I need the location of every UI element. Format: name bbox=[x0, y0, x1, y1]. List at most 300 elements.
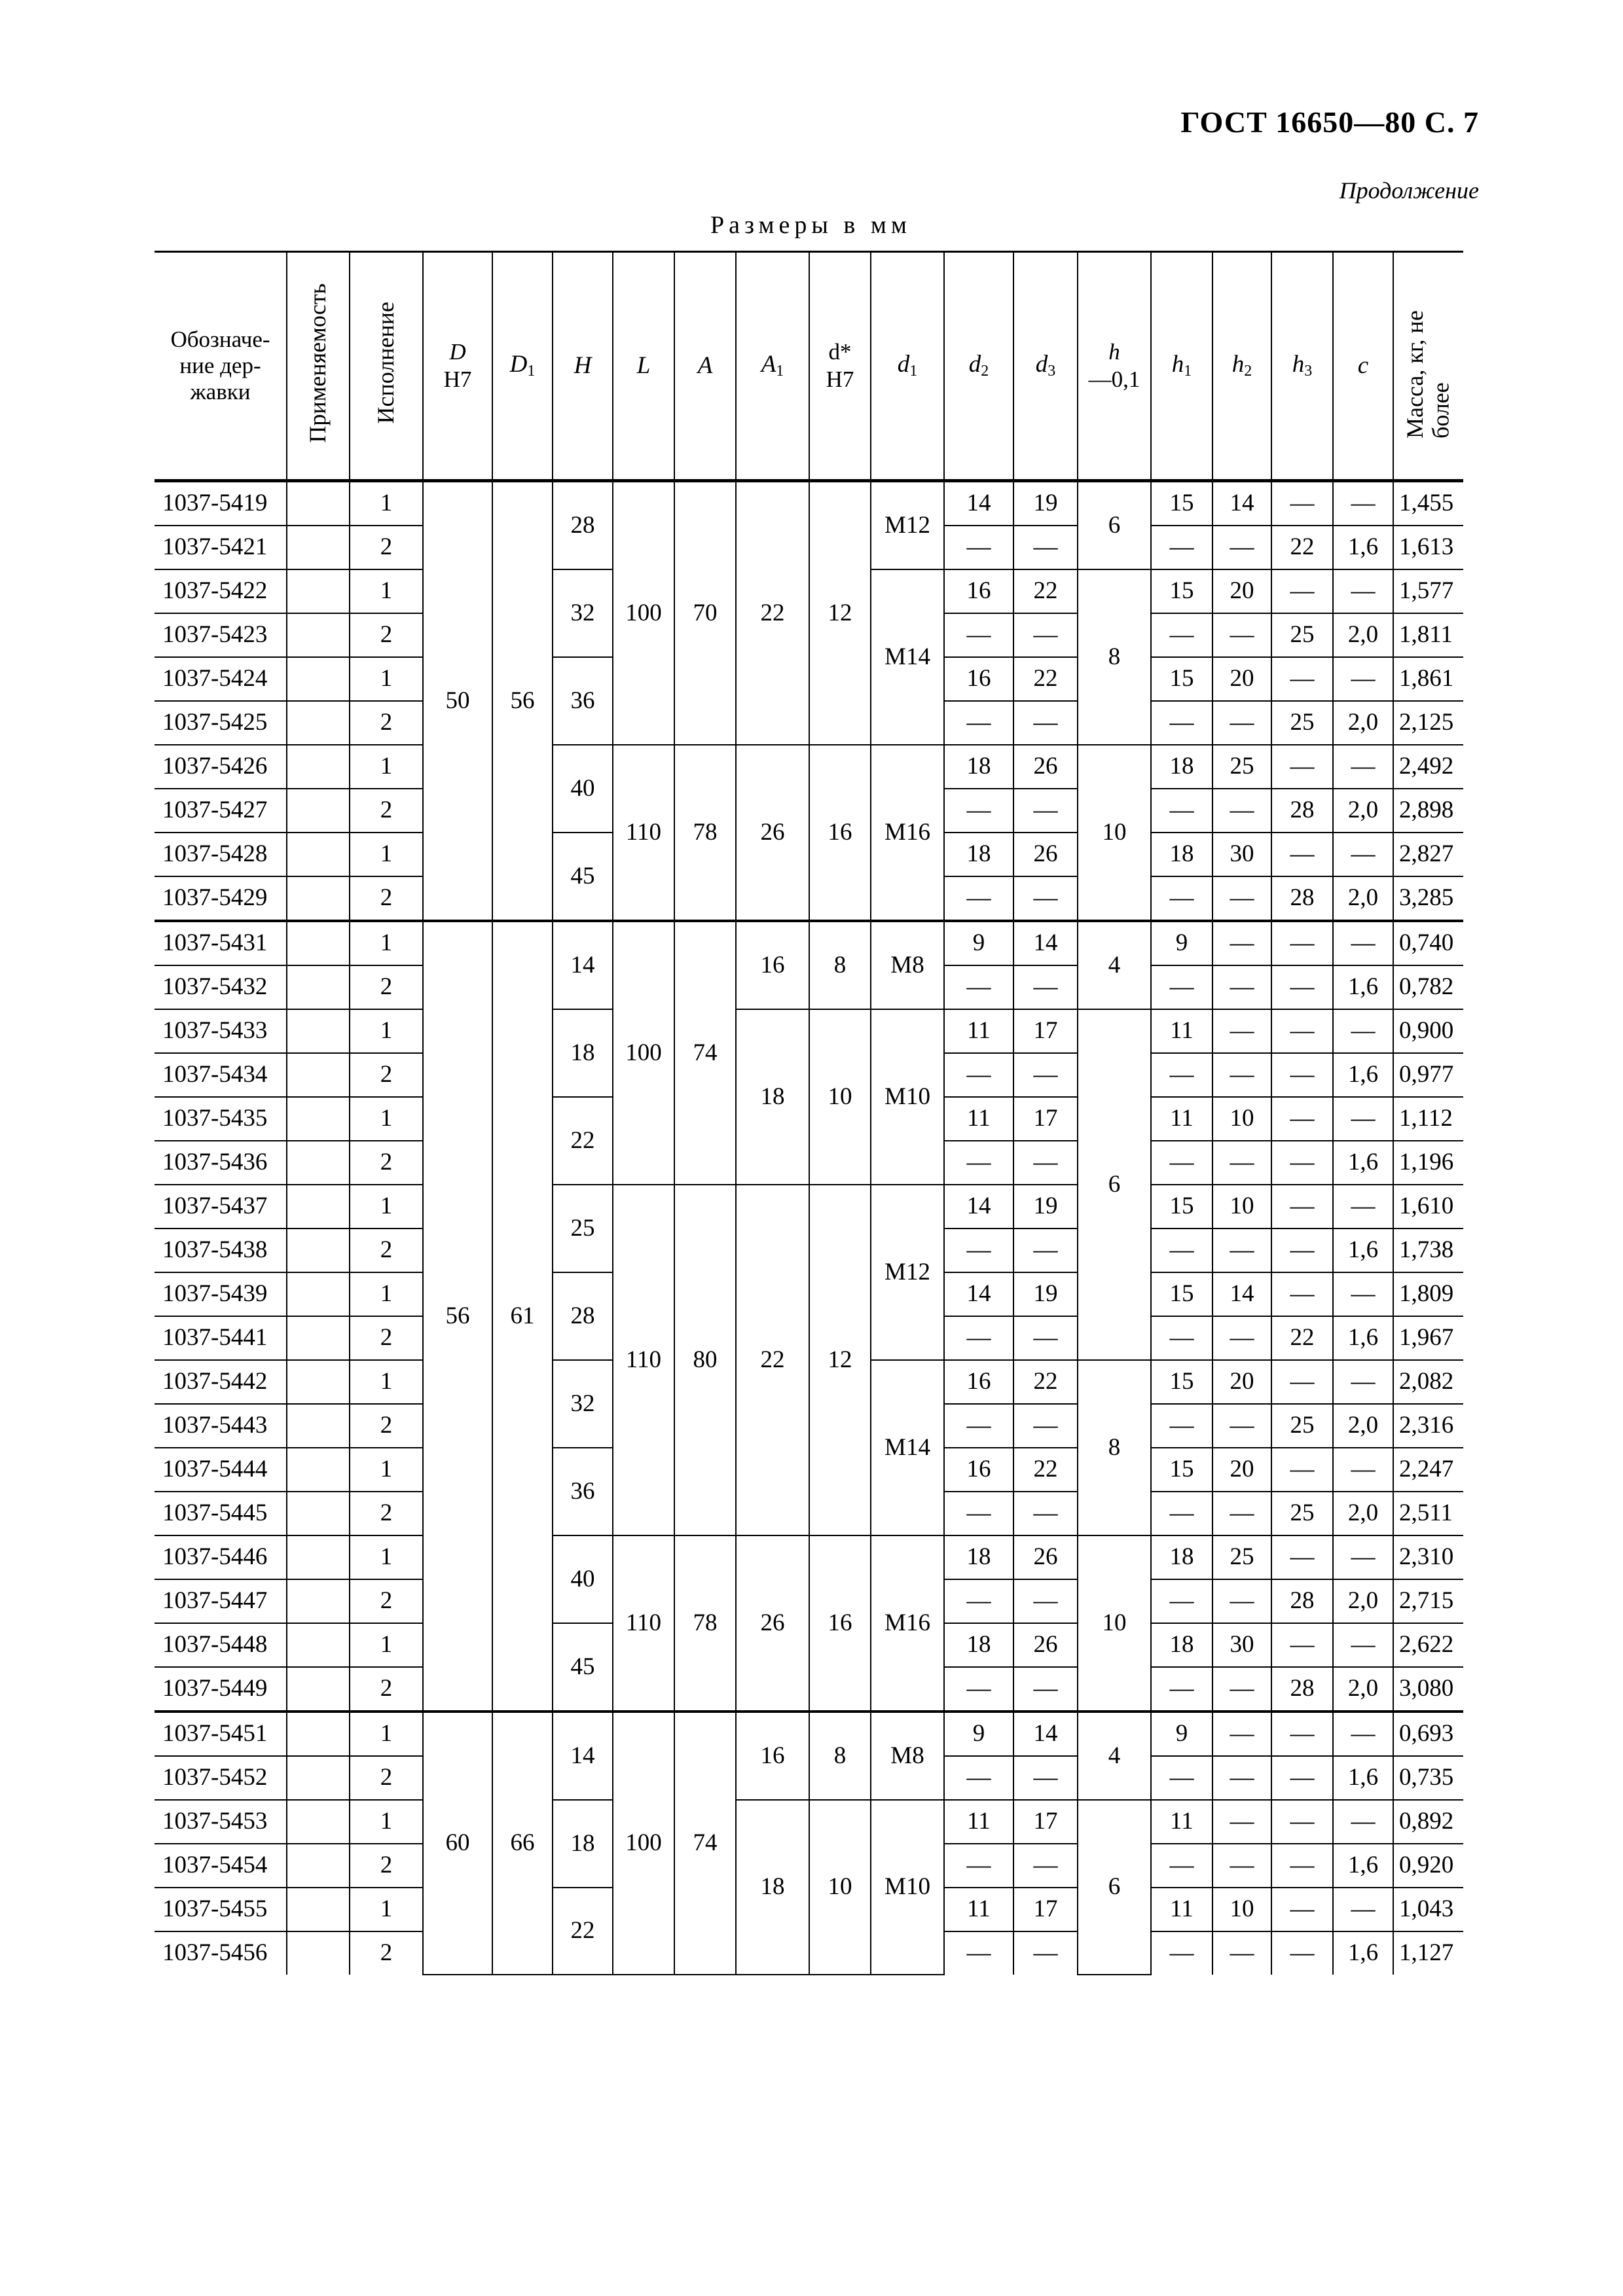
cell-h2: — bbox=[1213, 1712, 1271, 1756]
cell-m: 2,316 bbox=[1393, 1404, 1463, 1448]
cell-h2: — bbox=[1213, 1756, 1271, 1800]
cell-d2: — bbox=[944, 876, 1013, 921]
cell-h2: 10 bbox=[1213, 1888, 1271, 1931]
cell-ex: 2 bbox=[350, 1404, 423, 1448]
cell-dstar: 10 bbox=[809, 1800, 871, 1975]
cell-h3: — bbox=[1271, 657, 1333, 701]
cell-h2: 20 bbox=[1213, 1360, 1271, 1404]
cell-d3: 14 bbox=[1013, 921, 1078, 965]
cell-D: 50 bbox=[423, 481, 492, 922]
cell-h3: 25 bbox=[1271, 613, 1333, 657]
cell-app bbox=[287, 613, 350, 657]
cell-d3: — bbox=[1013, 1844, 1078, 1888]
cell-H: 14 bbox=[553, 1712, 613, 1800]
cell-m: 1,127 bbox=[1393, 1931, 1463, 1975]
cell-c: — bbox=[1333, 481, 1393, 526]
cell-A: 80 bbox=[674, 1185, 736, 1535]
cell-d2: 11 bbox=[944, 1097, 1013, 1141]
cell-c: 1,6 bbox=[1333, 1844, 1393, 1888]
cell-app bbox=[287, 1229, 350, 1272]
cell-c: — bbox=[1333, 657, 1393, 701]
cell-d3: 17 bbox=[1013, 1009, 1078, 1053]
cell-d2: — bbox=[944, 526, 1013, 569]
cell-d2: — bbox=[944, 789, 1013, 833]
cell-c: — bbox=[1333, 1712, 1393, 1756]
cell-d3: 19 bbox=[1013, 481, 1078, 526]
header-row bbox=[155, 252, 1463, 481]
header-dstar: d* H7 bbox=[809, 252, 871, 481]
cell-ex: 1 bbox=[350, 1448, 423, 1492]
cell-D: 60 bbox=[423, 1712, 492, 1975]
cell-h3: — bbox=[1271, 1800, 1333, 1844]
cell-d3: — bbox=[1013, 1492, 1078, 1535]
cell-app bbox=[287, 1009, 350, 1053]
cell-d1: M10 bbox=[871, 1009, 944, 1185]
cell-ex: 2 bbox=[350, 1492, 423, 1535]
cell-d2: 9 bbox=[944, 1712, 1013, 1756]
cell-d1: M16 bbox=[871, 745, 944, 921]
header-c: c bbox=[1333, 252, 1393, 481]
cell-H: 36 bbox=[553, 1448, 613, 1535]
cell-d3: 22 bbox=[1013, 569, 1078, 613]
cell-d3: — bbox=[1013, 613, 1078, 657]
cell-m: 2,247 bbox=[1393, 1448, 1463, 1492]
cell-ex: 2 bbox=[350, 1756, 423, 1800]
cell-h3: 25 bbox=[1271, 1404, 1333, 1448]
cell-c: 1,6 bbox=[1333, 1756, 1393, 1800]
cell-des: 1037-5448 bbox=[155, 1623, 287, 1667]
cell-des: 1037-5427 bbox=[155, 789, 287, 833]
cell-m: 2,125 bbox=[1393, 701, 1463, 745]
cell-A: 78 bbox=[674, 1535, 736, 1712]
cell-h2: — bbox=[1213, 1141, 1271, 1185]
cell-A: 78 bbox=[674, 745, 736, 921]
cell-d2: 11 bbox=[944, 1888, 1013, 1931]
cell-des: 1037-5451 bbox=[155, 1712, 287, 1756]
cell-H: 22 bbox=[553, 1097, 613, 1185]
cell-h1: 9 bbox=[1151, 1712, 1213, 1756]
cell-app bbox=[287, 876, 350, 921]
cell-dstar: 8 bbox=[809, 1712, 871, 1800]
cell-dstar: 12 bbox=[809, 1185, 871, 1535]
cell-d2: 16 bbox=[944, 657, 1013, 701]
cell-c: 2,0 bbox=[1333, 613, 1393, 657]
cell-L: 110 bbox=[613, 1185, 674, 1535]
cell-des: 1037-5429 bbox=[155, 876, 287, 921]
cell-d3: 14 bbox=[1013, 1712, 1078, 1756]
cell-app bbox=[287, 657, 350, 701]
cell-h1: — bbox=[1151, 526, 1213, 569]
header-h: h —0,1 bbox=[1078, 252, 1151, 481]
cell-des: 1037-5452 bbox=[155, 1756, 287, 1800]
cell-A: 74 bbox=[674, 1712, 736, 1975]
cell-d2: — bbox=[944, 701, 1013, 745]
cell-des: 1037-5428 bbox=[155, 833, 287, 876]
cell-d3: 26 bbox=[1013, 1623, 1078, 1667]
cell-des: 1037-5431 bbox=[155, 921, 287, 965]
cell-H: 18 bbox=[553, 1009, 613, 1097]
cell-ex: 1 bbox=[350, 1800, 423, 1844]
cell-h: 6 bbox=[1078, 1009, 1151, 1360]
cell-des: 1037-5447 bbox=[155, 1579, 287, 1623]
cell-h2: — bbox=[1213, 921, 1271, 965]
cell-c: — bbox=[1333, 1800, 1393, 1844]
cell-app bbox=[287, 1492, 350, 1535]
cell-h2: — bbox=[1213, 1667, 1271, 1712]
cell-app bbox=[287, 1712, 350, 1756]
cell-d1: M14 bbox=[871, 569, 944, 745]
cell-h2: — bbox=[1213, 1492, 1271, 1535]
cell-c: — bbox=[1333, 1623, 1393, 1667]
cell-m: 0,920 bbox=[1393, 1844, 1463, 1888]
cell-H: 40 bbox=[553, 745, 613, 833]
table-row bbox=[155, 1800, 1463, 1844]
cell-c: — bbox=[1333, 1185, 1393, 1229]
cell-des: 1037-5442 bbox=[155, 1360, 287, 1404]
cell-ex: 2 bbox=[350, 789, 423, 833]
cell-c: — bbox=[1333, 1272, 1393, 1316]
cell-m: 0,977 bbox=[1393, 1053, 1463, 1097]
table-row bbox=[155, 921, 1463, 965]
cell-d2: 11 bbox=[944, 1800, 1013, 1844]
header-applicability: Применяемость bbox=[287, 252, 350, 481]
cell-h3: — bbox=[1271, 1141, 1333, 1185]
cell-ex: 1 bbox=[350, 1009, 423, 1053]
cell-A1: 22 bbox=[736, 1185, 809, 1535]
cell-d3: 22 bbox=[1013, 1448, 1078, 1492]
cell-A1: 22 bbox=[736, 481, 809, 745]
cell-c: 1,6 bbox=[1333, 1141, 1393, 1185]
cell-d3: 26 bbox=[1013, 833, 1078, 876]
cell-m: 1,577 bbox=[1393, 569, 1463, 613]
cell-d3: 17 bbox=[1013, 1097, 1078, 1141]
cell-h1: 15 bbox=[1151, 481, 1213, 526]
cell-app bbox=[287, 1404, 350, 1448]
cell-d2: 11 bbox=[944, 1009, 1013, 1053]
cell-h3: — bbox=[1271, 1360, 1333, 1404]
cell-d3: — bbox=[1013, 1579, 1078, 1623]
header-h1: $h_1$ bbox=[1151, 252, 1213, 481]
cell-d3: — bbox=[1013, 789, 1078, 833]
header-d1: $d_1$ bbox=[871, 252, 944, 481]
cell-h1: — bbox=[1151, 1229, 1213, 1272]
cell-h3: — bbox=[1271, 1712, 1333, 1756]
cell-c: — bbox=[1333, 1360, 1393, 1404]
cell-d3: — bbox=[1013, 876, 1078, 921]
cell-L: 100 bbox=[613, 1712, 674, 1975]
cell-des: 1037-5454 bbox=[155, 1844, 287, 1888]
cell-ex: 1 bbox=[350, 1360, 423, 1404]
cell-h: 8 bbox=[1078, 1360, 1151, 1535]
cell-dstar: 16 bbox=[809, 745, 871, 921]
table-row bbox=[155, 1009, 1463, 1053]
header-A: A bbox=[674, 252, 736, 481]
cell-c: 1,6 bbox=[1333, 1229, 1393, 1272]
cell-h3: 25 bbox=[1271, 1492, 1333, 1535]
page-header: ГОСТ 16650—80 С. 7 bbox=[1180, 105, 1479, 139]
cell-app bbox=[287, 833, 350, 876]
cell-h2: 20 bbox=[1213, 569, 1271, 613]
cell-d2: — bbox=[944, 1053, 1013, 1097]
cell-h1: 15 bbox=[1151, 1360, 1213, 1404]
cell-h2: 10 bbox=[1213, 1097, 1271, 1141]
cell-A: 74 bbox=[674, 921, 736, 1185]
cell-h3: — bbox=[1271, 1888, 1333, 1931]
cell-m: 1,967 bbox=[1393, 1316, 1463, 1360]
cell-d1: M16 bbox=[871, 1535, 944, 1712]
cell-m: 2,492 bbox=[1393, 745, 1463, 789]
cell-H: 32 bbox=[553, 569, 613, 657]
cell-app bbox=[287, 745, 350, 789]
cell-h3: 25 bbox=[1271, 701, 1333, 745]
cell-d2: 18 bbox=[944, 1623, 1013, 1667]
cell-d2: — bbox=[944, 1141, 1013, 1185]
cell-H: 36 bbox=[553, 657, 613, 745]
cell-ex: 1 bbox=[350, 833, 423, 876]
cell-ex: 1 bbox=[350, 481, 423, 526]
cell-m: 2,622 bbox=[1393, 1623, 1463, 1667]
cell-m: 2,511 bbox=[1393, 1492, 1463, 1535]
cell-dstar: 12 bbox=[809, 481, 871, 745]
cell-h1: 11 bbox=[1151, 1097, 1213, 1141]
cell-app bbox=[287, 789, 350, 833]
cell-d1: M12 bbox=[871, 1185, 944, 1360]
cell-m: 1,043 bbox=[1393, 1888, 1463, 1931]
cell-h2: — bbox=[1213, 1844, 1271, 1888]
cell-h3: — bbox=[1271, 1844, 1333, 1888]
header-designation: Обозначе-ние дер-жавки bbox=[155, 252, 287, 481]
cell-h3: 22 bbox=[1271, 1316, 1333, 1360]
cell-h1: 15 bbox=[1151, 569, 1213, 613]
units-caption: Размеры в мм bbox=[710, 211, 911, 239]
cell-c: — bbox=[1333, 1535, 1393, 1579]
cell-h: 8 bbox=[1078, 569, 1151, 745]
cell-m: 0,740 bbox=[1393, 921, 1463, 965]
cell-h3: 28 bbox=[1271, 789, 1333, 833]
cell-h2: — bbox=[1213, 1931, 1271, 1975]
cell-h1: 15 bbox=[1151, 1448, 1213, 1492]
cell-d3: 26 bbox=[1013, 745, 1078, 789]
cell-c: — bbox=[1333, 569, 1393, 613]
cell-h1: — bbox=[1151, 1492, 1213, 1535]
cell-m: 3,285 bbox=[1393, 876, 1463, 921]
cell-A1: 26 bbox=[736, 745, 809, 921]
cell-h3: — bbox=[1271, 965, 1333, 1009]
cell-h2: — bbox=[1213, 613, 1271, 657]
cell-c: 2,0 bbox=[1333, 1492, 1393, 1535]
cell-c: 2,0 bbox=[1333, 789, 1393, 833]
cell-m: 1,738 bbox=[1393, 1229, 1463, 1272]
cell-H: 45 bbox=[553, 1623, 613, 1712]
cell-h2: 25 bbox=[1213, 1535, 1271, 1579]
cell-h2: 20 bbox=[1213, 657, 1271, 701]
cell-des: 1037-5437 bbox=[155, 1185, 287, 1229]
cell-H: 45 bbox=[553, 833, 613, 921]
cell-d3: 19 bbox=[1013, 1272, 1078, 1316]
cell-h2: 30 bbox=[1213, 833, 1271, 876]
cell-c: — bbox=[1333, 1448, 1393, 1492]
cell-h3: — bbox=[1271, 921, 1333, 965]
cell-des: 1037-5449 bbox=[155, 1667, 287, 1712]
cell-ex: 1 bbox=[350, 657, 423, 701]
cell-d2: — bbox=[944, 1229, 1013, 1272]
cell-des: 1037-5441 bbox=[155, 1316, 287, 1360]
cell-h: 10 bbox=[1078, 1535, 1151, 1712]
cell-H: 25 bbox=[553, 1185, 613, 1272]
cell-h3: — bbox=[1271, 481, 1333, 526]
cell-ex: 2 bbox=[350, 876, 423, 921]
cell-d3: 17 bbox=[1013, 1888, 1078, 1931]
cell-app bbox=[287, 1141, 350, 1185]
cell-m: 3,080 bbox=[1393, 1667, 1463, 1712]
cell-des: 1037-5444 bbox=[155, 1448, 287, 1492]
cell-des: 1037-5424 bbox=[155, 657, 287, 701]
cell-ex: 1 bbox=[350, 1272, 423, 1316]
cell-A1: 18 bbox=[736, 1009, 809, 1185]
cell-app bbox=[287, 701, 350, 745]
cell-ex: 1 bbox=[350, 1097, 423, 1141]
cell-d1: M10 bbox=[871, 1800, 944, 1975]
header-A1: $A_1$ bbox=[736, 252, 809, 481]
cell-D: 56 bbox=[423, 921, 492, 1712]
cell-des: 1037-5445 bbox=[155, 1492, 287, 1535]
cell-c: 2,0 bbox=[1333, 1667, 1393, 1712]
cell-ex: 1 bbox=[350, 569, 423, 613]
cell-app bbox=[287, 1535, 350, 1579]
cell-c: — bbox=[1333, 745, 1393, 789]
header-h2: $h_2$ bbox=[1213, 252, 1271, 481]
cell-m: 1,610 bbox=[1393, 1185, 1463, 1229]
cell-c: 2,0 bbox=[1333, 1404, 1393, 1448]
cell-m: 1,613 bbox=[1393, 526, 1463, 569]
cell-h3: — bbox=[1271, 1097, 1333, 1141]
cell-des: 1037-5443 bbox=[155, 1404, 287, 1448]
cell-d3: — bbox=[1013, 1316, 1078, 1360]
cell-m: 1,861 bbox=[1393, 657, 1463, 701]
cell-A1: 16 bbox=[736, 1712, 809, 1800]
cell-h1: — bbox=[1151, 701, 1213, 745]
cell-d2: — bbox=[944, 613, 1013, 657]
cell-d3: — bbox=[1013, 526, 1078, 569]
cell-c: 2,0 bbox=[1333, 876, 1393, 921]
cell-h: 6 bbox=[1078, 481, 1151, 570]
cell-h3: 22 bbox=[1271, 526, 1333, 569]
cell-d3: — bbox=[1013, 701, 1078, 745]
table-body bbox=[155, 481, 1463, 1975]
cell-h: 6 bbox=[1078, 1800, 1151, 1975]
cell-h1: 11 bbox=[1151, 1888, 1213, 1931]
cell-ex: 1 bbox=[350, 1888, 423, 1931]
cell-h: 4 bbox=[1078, 921, 1151, 1009]
header-mass: Масса, кг, не более bbox=[1393, 252, 1463, 481]
cell-h1: 18 bbox=[1151, 833, 1213, 876]
cell-m: 1,809 bbox=[1393, 1272, 1463, 1316]
cell-m: 2,898 bbox=[1393, 789, 1463, 833]
cell-des: 1037-5453 bbox=[155, 1800, 287, 1844]
header-H: H bbox=[553, 252, 613, 481]
cell-des: 1037-5439 bbox=[155, 1272, 287, 1316]
cell-h3: — bbox=[1271, 833, 1333, 876]
cell-h2: 25 bbox=[1213, 745, 1271, 789]
cell-des: 1037-5438 bbox=[155, 1229, 287, 1272]
table-row bbox=[155, 1185, 1463, 1229]
cell-h2: — bbox=[1213, 1229, 1271, 1272]
cell-d2: 18 bbox=[944, 833, 1013, 876]
cell-app bbox=[287, 1800, 350, 1844]
cell-h3: — bbox=[1271, 1535, 1333, 1579]
cell-h2: — bbox=[1213, 701, 1271, 745]
cell-H: 14 bbox=[553, 921, 613, 1009]
cell-h1: — bbox=[1151, 613, 1213, 657]
cell-A1: 26 bbox=[736, 1535, 809, 1712]
cell-h2: 14 bbox=[1213, 1272, 1271, 1316]
cell-h2: — bbox=[1213, 1053, 1271, 1097]
cell-ex: 2 bbox=[350, 701, 423, 745]
cell-d2: — bbox=[944, 1492, 1013, 1535]
cell-ex: 2 bbox=[350, 965, 423, 1009]
cell-h2: 30 bbox=[1213, 1623, 1271, 1667]
cell-d2: 14 bbox=[944, 1272, 1013, 1316]
cell-app bbox=[287, 1097, 350, 1141]
cell-h1: 18 bbox=[1151, 745, 1213, 789]
cell-ex: 1 bbox=[350, 1535, 423, 1579]
cell-c: 1,6 bbox=[1333, 1053, 1393, 1097]
cell-h3: 28 bbox=[1271, 1579, 1333, 1623]
cell-h2: 14 bbox=[1213, 481, 1271, 526]
cell-d3: 26 bbox=[1013, 1535, 1078, 1579]
cell-h1: — bbox=[1151, 1316, 1213, 1360]
cell-des: 1037-5423 bbox=[155, 613, 287, 657]
cell-h1: 15 bbox=[1151, 1272, 1213, 1316]
cell-d2: — bbox=[944, 1579, 1013, 1623]
cell-dstar: 16 bbox=[809, 1535, 871, 1712]
cell-m: 1,811 bbox=[1393, 613, 1463, 657]
cell-app bbox=[287, 1579, 350, 1623]
cell-h2: — bbox=[1213, 789, 1271, 833]
cell-ex: 2 bbox=[350, 1667, 423, 1712]
cell-ex: 2 bbox=[350, 1053, 423, 1097]
cell-ex: 2 bbox=[350, 1141, 423, 1185]
cell-h3: — bbox=[1271, 745, 1333, 789]
cell-m: 1,112 bbox=[1393, 1097, 1463, 1141]
cell-app bbox=[287, 1272, 350, 1316]
cell-app bbox=[287, 526, 350, 569]
cell-c: 1,6 bbox=[1333, 526, 1393, 569]
cell-d3: — bbox=[1013, 1141, 1078, 1185]
cell-app bbox=[287, 1316, 350, 1360]
cell-m: 1,455 bbox=[1393, 481, 1463, 526]
cell-c: 1,6 bbox=[1333, 1316, 1393, 1360]
cell-h1: 11 bbox=[1151, 1009, 1213, 1053]
cell-c: — bbox=[1333, 1888, 1393, 1931]
cell-app bbox=[287, 1185, 350, 1229]
cell-c: 2,0 bbox=[1333, 1579, 1393, 1623]
dimensions-table bbox=[155, 251, 1463, 1975]
cell-L: 100 bbox=[613, 481, 674, 745]
cell-h1: — bbox=[1151, 965, 1213, 1009]
header-d3: $d_3$ bbox=[1013, 252, 1078, 481]
cell-des: 1037-5435 bbox=[155, 1097, 287, 1141]
cell-d3: — bbox=[1013, 1229, 1078, 1272]
cell-d3: 17 bbox=[1013, 1800, 1078, 1844]
cell-h2: 20 bbox=[1213, 1448, 1271, 1492]
cell-app bbox=[287, 1888, 350, 1931]
cell-des: 1037-5421 bbox=[155, 526, 287, 569]
cell-h1: 9 bbox=[1151, 921, 1213, 965]
cell-L: 110 bbox=[613, 1535, 674, 1712]
cell-h1: — bbox=[1151, 1844, 1213, 1888]
cell-ex: 2 bbox=[350, 1844, 423, 1888]
